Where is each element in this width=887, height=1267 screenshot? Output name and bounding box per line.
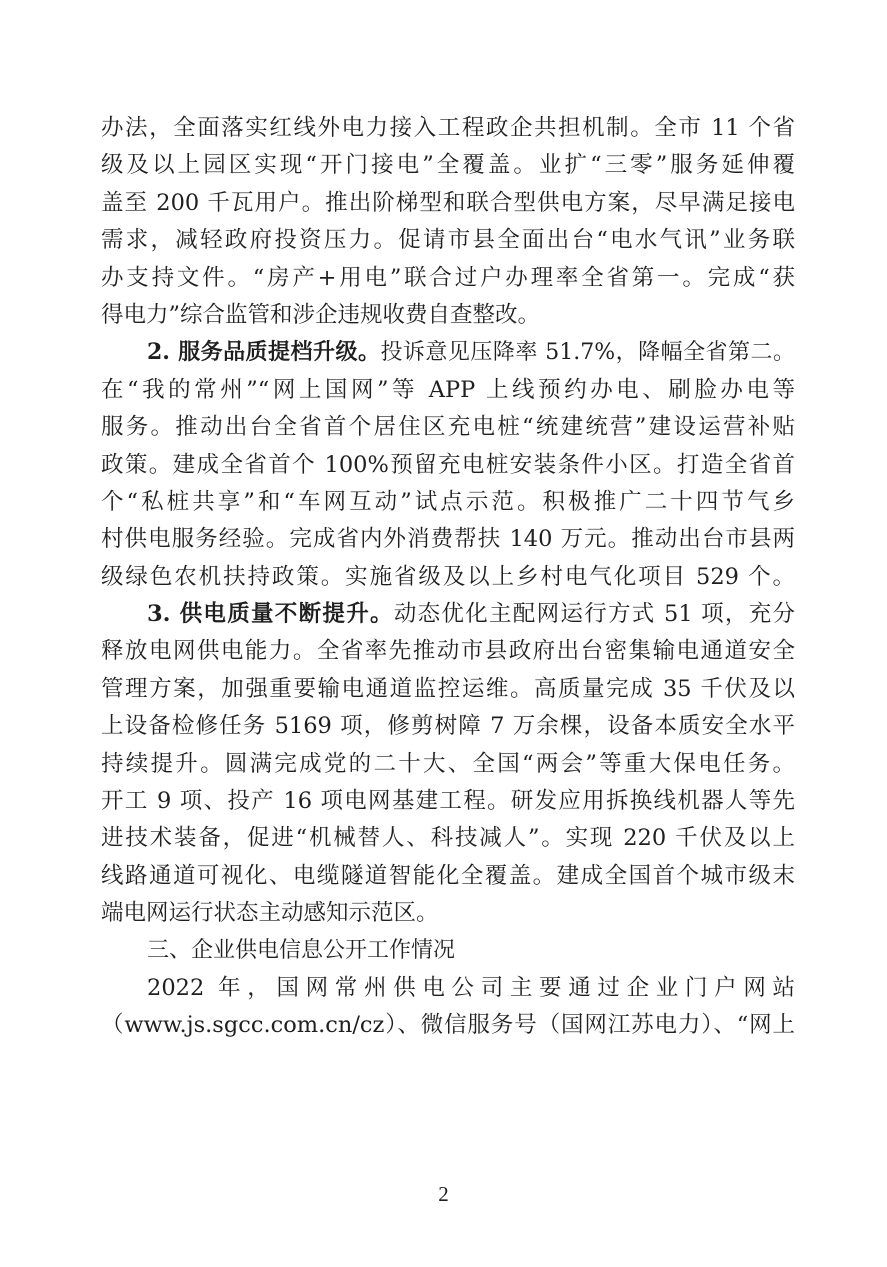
paragraph-lead: 2. 服务品质提档升级。 (147, 339, 381, 366)
text-line (101, 448, 795, 482)
text-line (101, 522, 795, 556)
text-line (101, 1008, 795, 1042)
line-text: 三、企业供电信息公开工作情况 (147, 937, 456, 963)
line-text: 端电网运行状态主动感知示范区。 (101, 900, 439, 927)
text-line (101, 821, 795, 855)
text-line (101, 709, 795, 743)
line-text: 服务。推动出台全省首个居住区充电桩“统建统营”建设运营补贴 (101, 414, 795, 441)
line-text: 个“私桩共享”和“车网互动”试点示范。积极推广二十四节气乡 (101, 488, 795, 515)
line-text: 级及以上园区实现“开门接电”全覆盖。业扩“三零”服务延伸覆 (101, 152, 795, 179)
line-text: 进技术装备，促进“机械替人、科技减人”。实现 220 千伏及以上 (101, 825, 795, 852)
text-line (101, 148, 795, 182)
text-line (101, 298, 795, 332)
line-text: 村供电服务经验。完成省内外消费帮扶 140 万元。推动出台市县两 (101, 526, 795, 553)
line-text: 办支持文件。“房产+用电”联合过户办理率全省第一。完成“获 (101, 264, 795, 291)
text-line (101, 672, 795, 706)
text-line (101, 560, 795, 594)
text-line (101, 896, 795, 930)
line-text: 线路通道可视化、电缆隧道智能化全覆盖。建成全国首个城市级末 (101, 862, 795, 889)
line-text: 释放电网供电能力。全省率先推动市县政府出台密集输电通道安全 (101, 638, 795, 665)
line-text: 持续提升。圆满完成党的二十大、全国“两会”等重大保电任务。 (101, 750, 795, 777)
text-line (101, 335, 795, 369)
line-text: 2022 年，国网常州供电公司主要通过企业门户网站 (147, 974, 795, 1001)
line-text: 盖至 200 千瓦用户。推出阶梯型和联合型供电方案，尽早满足接电 (101, 189, 795, 216)
paragraph-lead: 3. 供电质量不断提升。 (147, 601, 394, 628)
line-text: 得电力”综合监管和涉企违规收费自查整改。 (101, 301, 541, 328)
text-line (101, 634, 795, 668)
line-text: （www.js.sgcc.com.cn/cz）、微信服务号（国网江苏电力）、“网上 (101, 1012, 795, 1039)
line-text: 办法，全面落实红线外电力接入工程政企共担机制。全市 11 个省 (101, 115, 795, 141)
text-line (101, 410, 795, 444)
line-text: 管理方案，加强重要输电通道监控运维。高质量完成 35 千伏及以 (101, 675, 795, 702)
text-line (101, 859, 795, 893)
page-number: 2 (438, 1182, 449, 1206)
line-text: 上设备检修任务 5169 项，修剪树障 7 万余棵，设备本质安全水平 (101, 713, 795, 740)
text-line (101, 485, 795, 519)
text-line (101, 373, 795, 407)
text-line (101, 597, 795, 631)
text-line (101, 971, 795, 1005)
document-body (101, 111, 795, 1046)
line-text: 开工 9 项、投产 16 项电网基建工程。研发应用拆换线机器人等先 (101, 788, 795, 815)
line-text: 投诉意见压降率 51.7%，降幅全省第二。 (380, 340, 795, 366)
text-line (101, 261, 795, 295)
line-text: 需求，减轻政府投资压力。促请市县全面出台“电水气讯”业务联 (101, 227, 795, 254)
text-line (101, 784, 795, 818)
text-line (101, 111, 795, 145)
text-line (101, 186, 795, 220)
text-line (101, 223, 795, 257)
text-line (101, 747, 795, 781)
line-text: 动态优化主配网运行方式 51 项，充分 (393, 601, 796, 628)
line-text: 政策。建成全省首个 100%预留充电桩安装条件小区。打造全省首 (101, 451, 795, 478)
line-text: 级绿色农机扶持政策。实施省级及以上乡村电气化项目 529 个。 (101, 563, 795, 590)
section-heading (101, 934, 795, 968)
line-text: 在“我的常州”“网上国网”等 APP 上线预约办电、刷脸办电等 (101, 376, 795, 403)
